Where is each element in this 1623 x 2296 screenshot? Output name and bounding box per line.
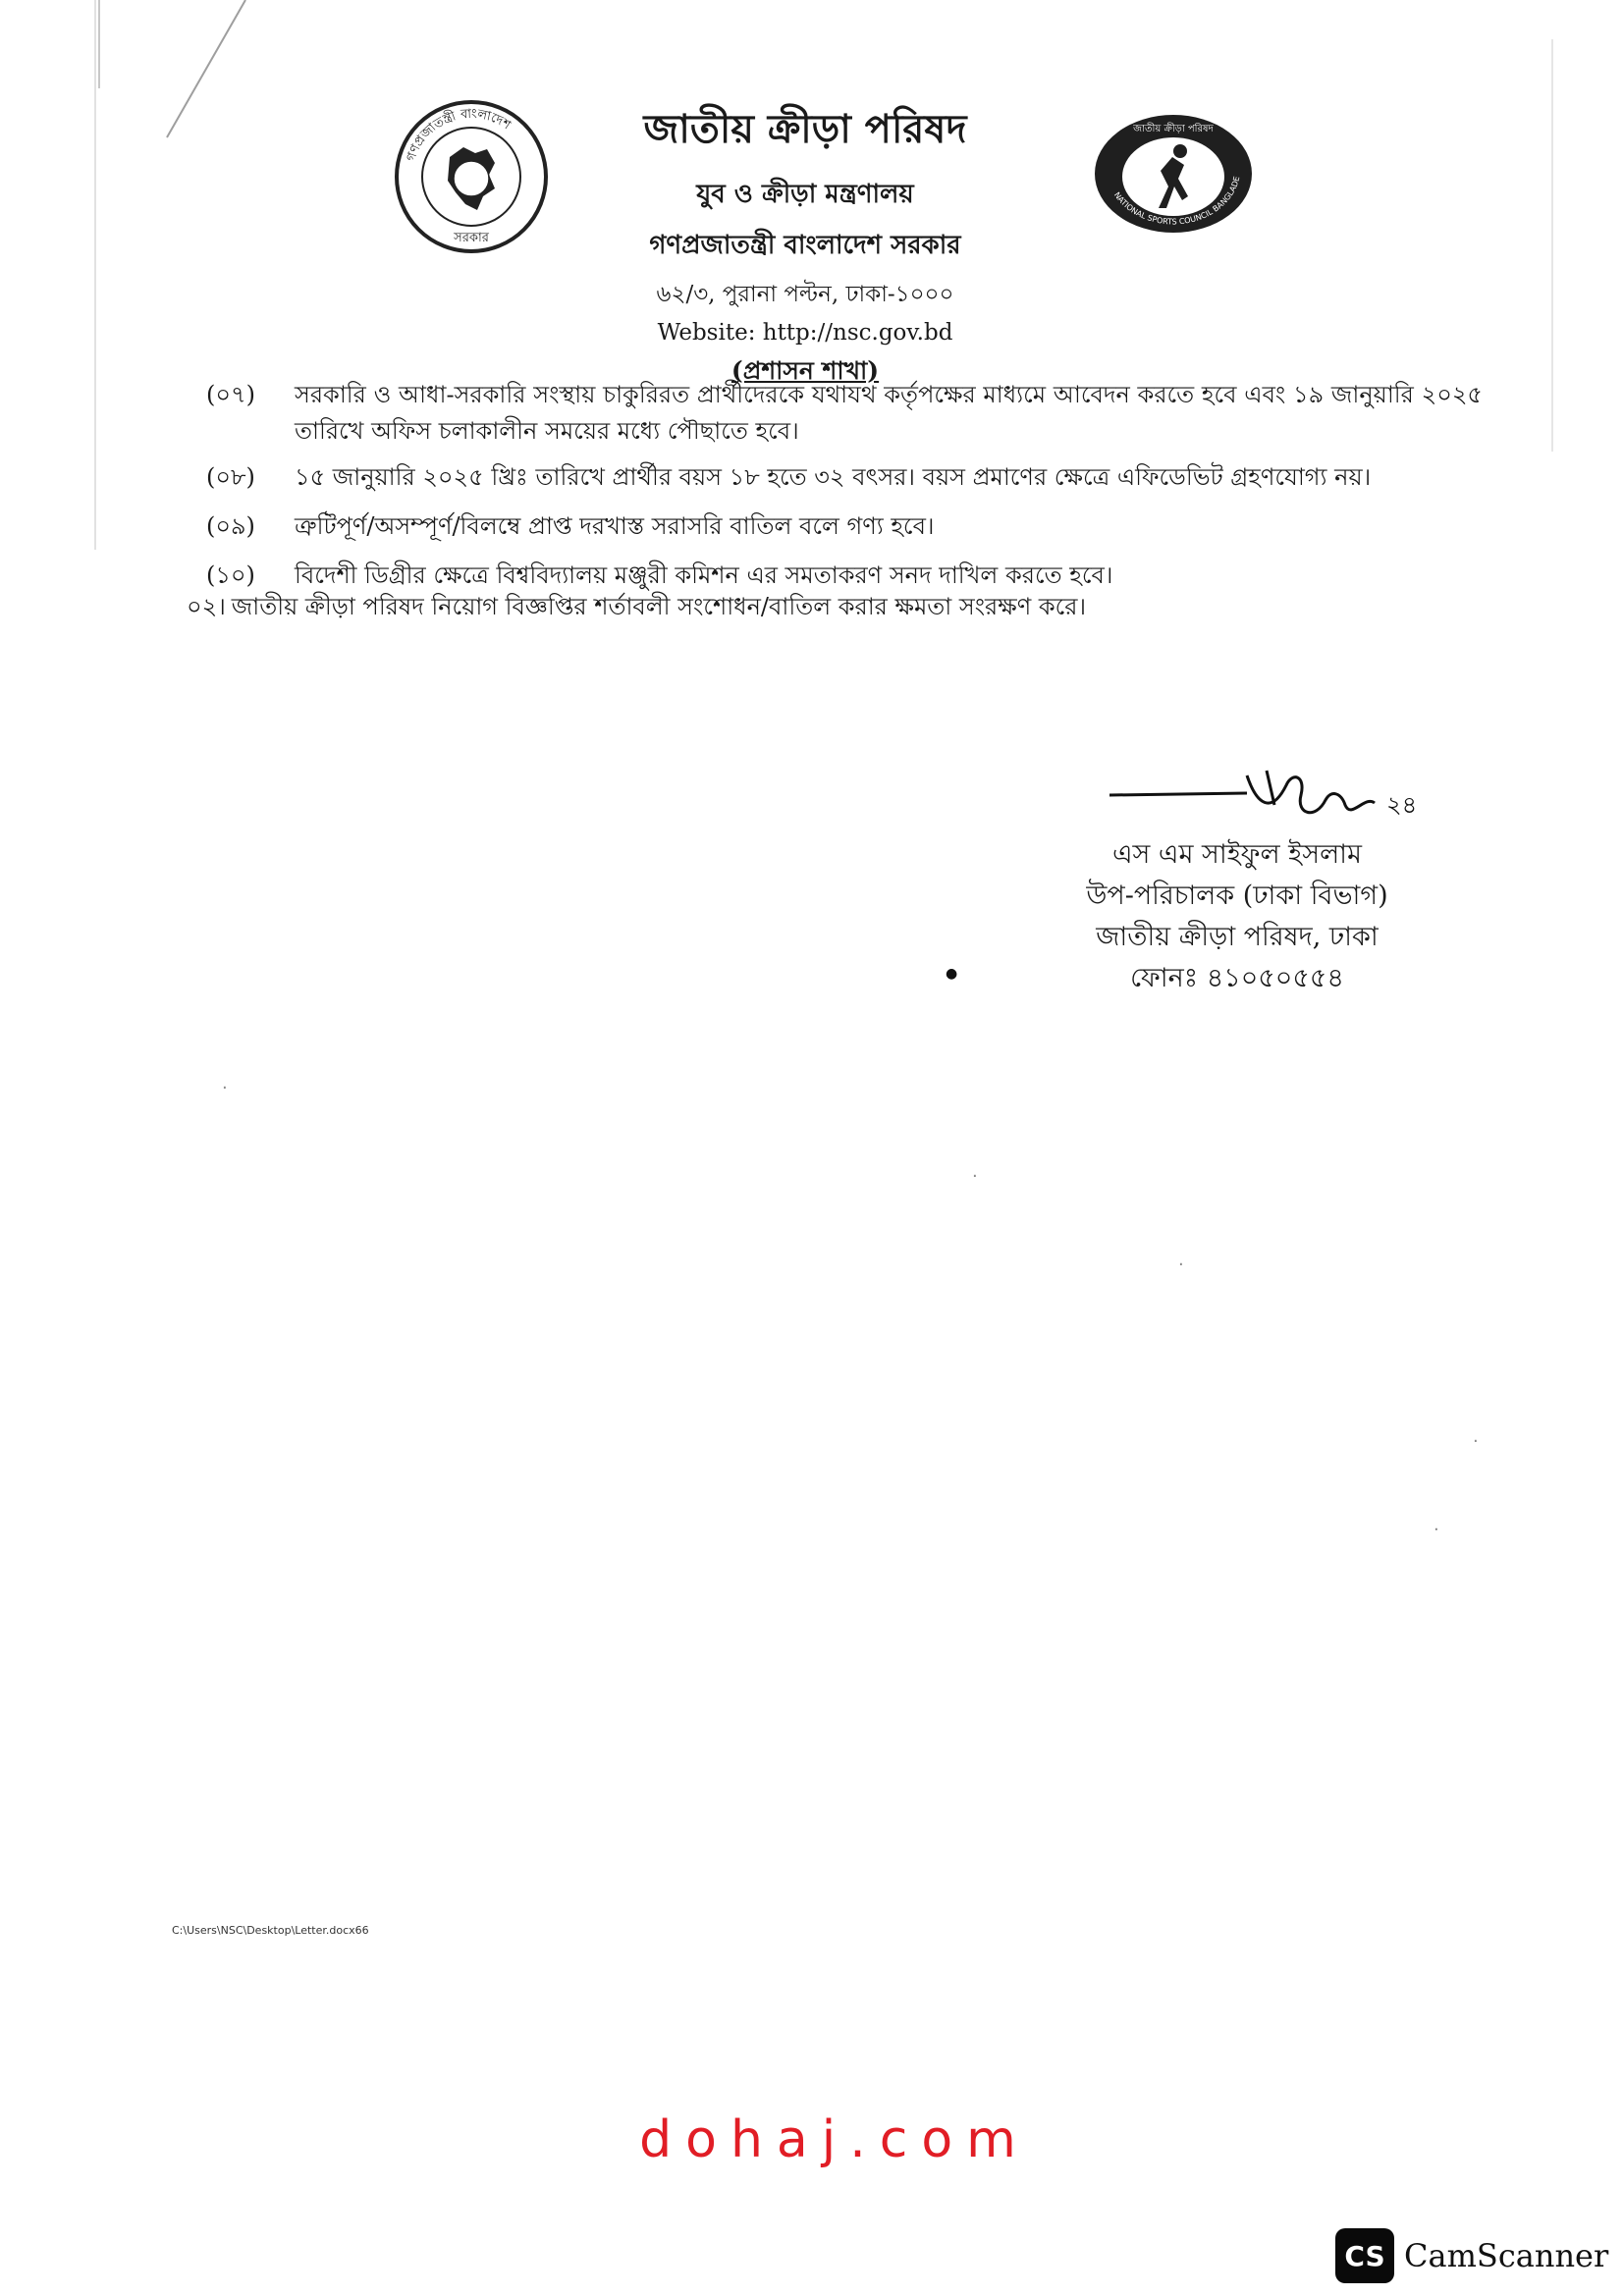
condition-text: ১৫ জানুয়ারি ২০২৫ খ্রিঃ তারিখে প্রার্থীর বয়স ১৮ হতে ৩২ বৎসর। বয়স প্রমাণের ক্ষেত্রে এফিডেভিট গ্রহণযোগ্য নয়। <box>295 463 1372 491</box>
condition-number: (০৮) <box>206 463 255 491</box>
left-fold-line <box>94 0 96 550</box>
camscanner-icon-text: CS <box>1344 2239 1385 2272</box>
camscanner-label: CamScanner <box>1404 2237 1609 2274</box>
signatory-phone: ফোনঃ ৪১০৫০৫৫৪ <box>1130 963 1344 993</box>
paragraph-number: ০২। <box>187 593 226 620</box>
scan-speck: ● <box>946 966 958 982</box>
condition-text: ত্রুটিপূর্ণ/অসম্পূর্ণ/বিলম্বে প্রাপ্ত দরখাস্ত সরাসরি বাতিল বলে গণ্য হবে। <box>295 512 935 540</box>
site-watermark: dohaj.com <box>639 2110 1030 2169</box>
signatory-block <box>1041 834 1434 999</box>
paragraph-text: জাতীয় ক্রীড়া পরিষদ নিয়োগ বিজ্ঞপ্তির শর্তাবলী সংশোধন/বাতিল করার ক্ষমতা সংরক্ষণ করে। <box>231 593 1087 620</box>
condition-item <box>206 459 1483 499</box>
signature-date: ২৪ <box>1386 791 1418 819</box>
scan-speck: · <box>972 1166 978 1187</box>
paragraph-02 <box>187 589 1463 628</box>
logo-ring-text: NATIONAL SPORTS COUNCIL BANGLADE <box>1111 175 1242 227</box>
logo-top-text: জাতীয় ক্রীড়া পরিষদ <box>1133 124 1214 134</box>
condition-number: (০৯) <box>206 512 255 540</box>
conditions-list <box>206 377 1483 607</box>
file-path-footer: C:\Users\NSC\Desktop\Letter.docx66 <box>172 1924 369 1937</box>
seal-bottom-text: সরকার <box>454 231 489 245</box>
left-edge-line <box>98 0 100 88</box>
condition-item <box>206 508 1483 548</box>
signatory-office: জাতীয় ক্রীড়া পরিষদ, ঢাকা <box>1096 922 1379 952</box>
government-seal-logo <box>393 98 550 259</box>
condition-number: (১০) <box>206 561 255 589</box>
seal-ring-text: গণপ্রজাতন্ত্রী বাংলাদেশ <box>404 106 514 164</box>
scan-speck: · <box>1434 1520 1439 1540</box>
office-address: ৬২/৩, পুরানা পল্টন, ঢাকা-১০০০ <box>656 282 954 307</box>
letterhead <box>550 98 1060 394</box>
condition-item <box>206 377 1483 450</box>
scan-speck: · <box>1473 1431 1479 1452</box>
website-link: Website: http://nsc.gov.bd <box>657 320 953 346</box>
camscanner-icon <box>1335 2228 1394 2283</box>
signatory-name: এস এম সাইফুল ইসলাম <box>1111 839 1363 870</box>
ministry-name: যুব ও ক্রীড়া মন্ত্রণালয় <box>696 180 914 209</box>
condition-number: (০৭) <box>206 381 255 408</box>
scan-speck: · <box>222 1078 228 1098</box>
branch-name: (প্রশাসন শাখা) <box>730 356 880 385</box>
organization-title: জাতীয় ক্রীড়া পরিষদ <box>643 106 967 152</box>
camscanner-badge <box>1335 2228 1608 2283</box>
handwritten-signature <box>1100 766 1434 844</box>
condition-text: সরকারি ও আধা-সরকারি সংস্থায় চাকুরিরত প্রার্থীদেরকে যথাযথ কর্তৃপক্ষের মাধ্যমে আবেদন করতে হবে এবং ১৯ জানুয়ারি ২০২৫ তারিখে অফিস চলাকালীন সময়ের মধ্যে পৌছাতে হবে। <box>295 381 1483 445</box>
right-fold-line <box>1551 39 1553 452</box>
scan-speck: · <box>1178 1255 1184 1275</box>
corner-scan-streak <box>147 0 255 147</box>
sports-council-logo <box>1090 110 1257 241</box>
government-name: গণপ্রজাতন্ত্রী বাংলাদেশ সরকার <box>649 231 961 260</box>
signatory-designation: উপ-পরিচালক (ঢাকা বিভাগ) <box>1086 881 1388 911</box>
condition-text: বিদেশী ডিগ্রীর ক্ষেত্রে বিশ্ববিদ্যালয় মঞ্জুরী কমিশন এর সমতাকরণ সনদ দাখিল করতে হবে। <box>295 561 1113 589</box>
